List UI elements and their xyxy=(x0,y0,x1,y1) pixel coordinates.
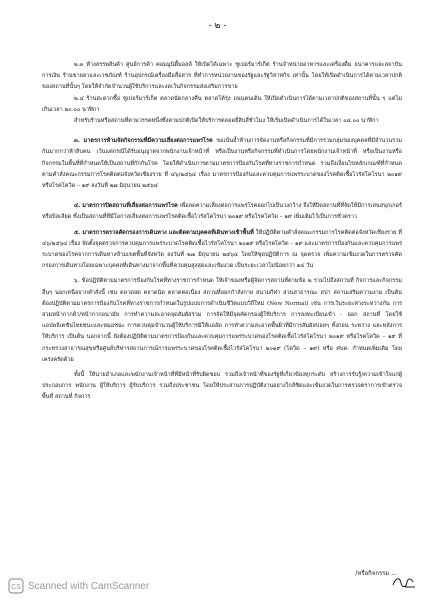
camscanner-watermark xyxy=(8,578,149,594)
paragraph-7: ทั้งนี้ ให้นายอำเภอและพนักงานเจ้าหน้าที่ที่มีหน้าที่รับผิดชอบ รวมถึงเจ้าหน้าที่ของรัฐที่เกี่ยวข้องทุกระดับ สร้างการรับรู้/ความเข้าใจแก่ผู้ประกอบการ พนักงาน ผู้ให้บริการ ผู้รับบริการ รวมถึงประชาชน โดยให้ประสานการปฏิบัติงานอย่างใกล้ชิดและเข้มงวดในการตรวจตราการเข้าตรวจพื้นที่ สถานที่ กิจการ xyxy=(42,372,402,401)
paragraph-4-text: เพื่อลดความเสี่ยงต่อการแพร่โรคออกไปเป็นวงกว้าง จึงให้ปิดสถานที่ที่จัดให้มีการเล่นสนุกเกอร์ หรือบิลเลียด ซึ่งเป็นสถานที่ที่มีโอกาสเสี่ยงต่อการแพร่โรคติดเชื้อไวรัสโคโรนา ๒๐๑๙ หรือโรคโควิด – ๑๙ เพิ่มเติมไว้เป็นการชั่วคราว xyxy=(42,203,403,221)
paragraph-3-text: ขอเน้นย้ำห้ามการจัดงานหรือกิจกรรมที่มีการรวมกลุ่มของบุคคลที่มีจำนวนรวมกันมากกว่าห้าสิบคน เว้นแต่กรณีได้รับอนุญาตจากพนักงานเจ้าหน้าที่ หรือเป็นงานหรือกิจกรรมที่ดำเนินการโดยพนักงานเจ้าหน้าที่ หรือเป็นงานหรือกิจกรรมในพื้นที่ที่กำหนดให้เป็นสถานที่กักกันโรค โดยให้ดำเนินการตามมาตรการป้องกันโรคที่ทางราชการกำหนด รวมถึงเงื่อนไขหลักเกณฑ์ที่กำหนดตามคำสั่งคณะกรรมการโรคติดต่อจังหวัดเชียงราย ที่ ๔๖/๒๕๖๔ เรื่อง มาตรการป้องกันและควบคุมการแพร่ระบาดของโรคติดเชื้อไวรัสโคโรนา ๒๐๑๙ หรือโรคโควิด – ๑๙ ลงวันที่ ๒๗ มิถุนายน ๒๕๖๔ xyxy=(42,138,402,190)
paragraph-3-heading: ๓. มาตรการห้ามจัดกิจกรรมที่มีความเสี่ยงต่อการแพร่โรค xyxy=(74,138,213,145)
paragraph-2-3: ๒.๓ ห้างสรรพสินค้า ศูนย์การค้า คอมมูนิตี้มอลล์ ให้เปิดได้เฉพาะ ซูเปอร์มาร์เก็ต ร้านจำหน่ายอาหารและเครื่องดื่ม ธนาคารและสถาบันการเงิน ร้านขายยาและเวชภัณฑ์ ร้านอุปกรณ์เครื่องมือสื่อสาร ที่ทำการหน่วยงานของรัฐและรัฐวิสาหกิจ เท่านั้น โดยให้เปิดดำเนินการได้ตามเวลาปกติของสถานที่นั้นๆ โดยให้จำกัดจำนวนผู้ใช้บริการและงดเว้นกิจกรรมส่งเสริมการขาย xyxy=(42,62,402,91)
initials-signature xyxy=(391,573,417,591)
svg-text:CS: CS xyxy=(11,584,21,591)
paragraph-5-text: ให้ปฏิบัติตามคำสั่งคณะกรรมการโรคติดต่อจังหวัดเชียงราย ที่ ๔๖/๒๕๖๔ เรื่อง จัดตั้งจุดตรวจการควบคุมการแพร่ระบาดโรคติดเชื้อไวรัสโคโรนา ๒๐๑๙ หรือโรคโควิด – ๑๙ และมาตรการป้องกันและควบคุมการแพร่ระบาดของโรคจากการเดินทางข้ามเขตพื้นที่จังหวัด ลงวันที่ ๒๗ มิถุนายน ๒๕๖๔ โดยให้ชุดปฏิบัติการ ณ จุดตรวจ เพิ่มความเข้มงวดในการตรวจคัดกรองการเดินทางโดยเฉพาะบุคคลที่เดินทางมาจากพื้นที่ควบคุมสูงสุดและเข้มงวด เป็นระยะเวลาไม่น้อยกว่า ๑๔ วัน xyxy=(42,229,402,270)
paragraph-4 xyxy=(42,201,402,223)
watermark-text: Scanned with CamScanner xyxy=(28,580,150,592)
paragraph-2-4: ๒.๔ ร้านสะดวกซื้อ ซูเปอร์มาร์เก็ต ตลาดนัดกลางคืน ตลาดโต้รุ่ง ถนนคนเดิน ให้เปิดดำเนินการได้ตามเวลาปกติของสถานที่นั้น ๆ แต่ไม่เกินเวลา ๒๐.๐๐ นาฬิกา xyxy=(42,95,402,113)
continuation-note: /หรือกิจกรรม ... xyxy=(355,570,397,577)
paragraph-2-4-continued: สำหรับร้านหรือสถานที่ตามวรรคหนึ่งซึ่งตามปกติเปิดให้บริการตลอดยี่สิบสี่ชั่วโมง ให้เริ่มเปิดดำเนินการได้ในเวลา ๐๔.๐๐ นาฬิกา xyxy=(74,118,379,125)
paragraph-5 xyxy=(42,228,402,273)
paragraph-3 xyxy=(42,136,402,192)
camscanner-logo-icon xyxy=(8,578,24,594)
paragraph-5-heading: ๕. มาตรการตรวจคัดกรองการเดินทาง และติดตามบุคคลที่เดินทางเข้าพื้นที่ xyxy=(74,229,254,236)
page-number: - ๒ - xyxy=(208,21,227,31)
document-body xyxy=(42,60,402,404)
paragraph-4-heading: ๔. มาตรการปิดสถานที่เสี่ยงต่อการแพร่โรค xyxy=(74,203,178,210)
paragraph-6: ๖. ข้อปฏิบัติตามมาตรการป้องกันโรคที่ทางราชการกำหนด ให้เจ้าของหรือผู้จัดการสถานที่ตามข้อ ๒ รวมไปถึงสถานที่ กิจการและกิจกรรมอื่นๆ นอกเหนือจากคำสั่งนี้ เช่น ตลาดสด ตลาดนัด ตลาดต่อเนื่อง สถานที่ออกกำลังกาย สนามกีฬา สวนสาธารณะ สปา สถานเสริมความงาม เป็นต้น ต้องปฏิบัติตามมาตรการป้องกันโรคที่ทางราชการกำหนดในรูปแบบการดำเนินชีวิตแบบวิถีใหม่ (New Normal) เช่น การเว้นระยะห่างระหว่างกัน การสวมหน้ากากผ้า/หน้ากากอนามัย การทำความสะอาดจุดสัมผัสร่วม การจัดให้มีจุดคัดกรองผู้ใช้บริการ การลงทะเบียนเข้า - ออก สถานที่ โดยใช้แอปพลิเคชันไทยชนะและหมอชนะ การควบคุมจำนวนผู้ใช้บริการมิให้แออัด การทำความสะอาดพื้นผิวที่มีการสัมผัสบ่อยๆ ทั้งก่อน ระหว่าง และหลังการให้บริการ เป็นต้น นอกจากนี้ ยังต้องปฏิบัติตามมาตรการป้องกันและควบคุมการแพร่ระบาดของโรคติดเชื้อไวรัสโคโรนา ๒๐๑๙ หรือโรคโควิด – ๑๙ ที่กระทรวงสาธารณสุขหรือศูนย์บริหารสถานการณ์การแพร่ระบาดของโรคติดเชื้อไวรัสโคโรนา ๒๐๑๙ (โควิด – ๑๙) หรือ ศบค. กำหนดเพิ่มเติม โดยเคร่งครัดด้วย xyxy=(42,278,402,363)
